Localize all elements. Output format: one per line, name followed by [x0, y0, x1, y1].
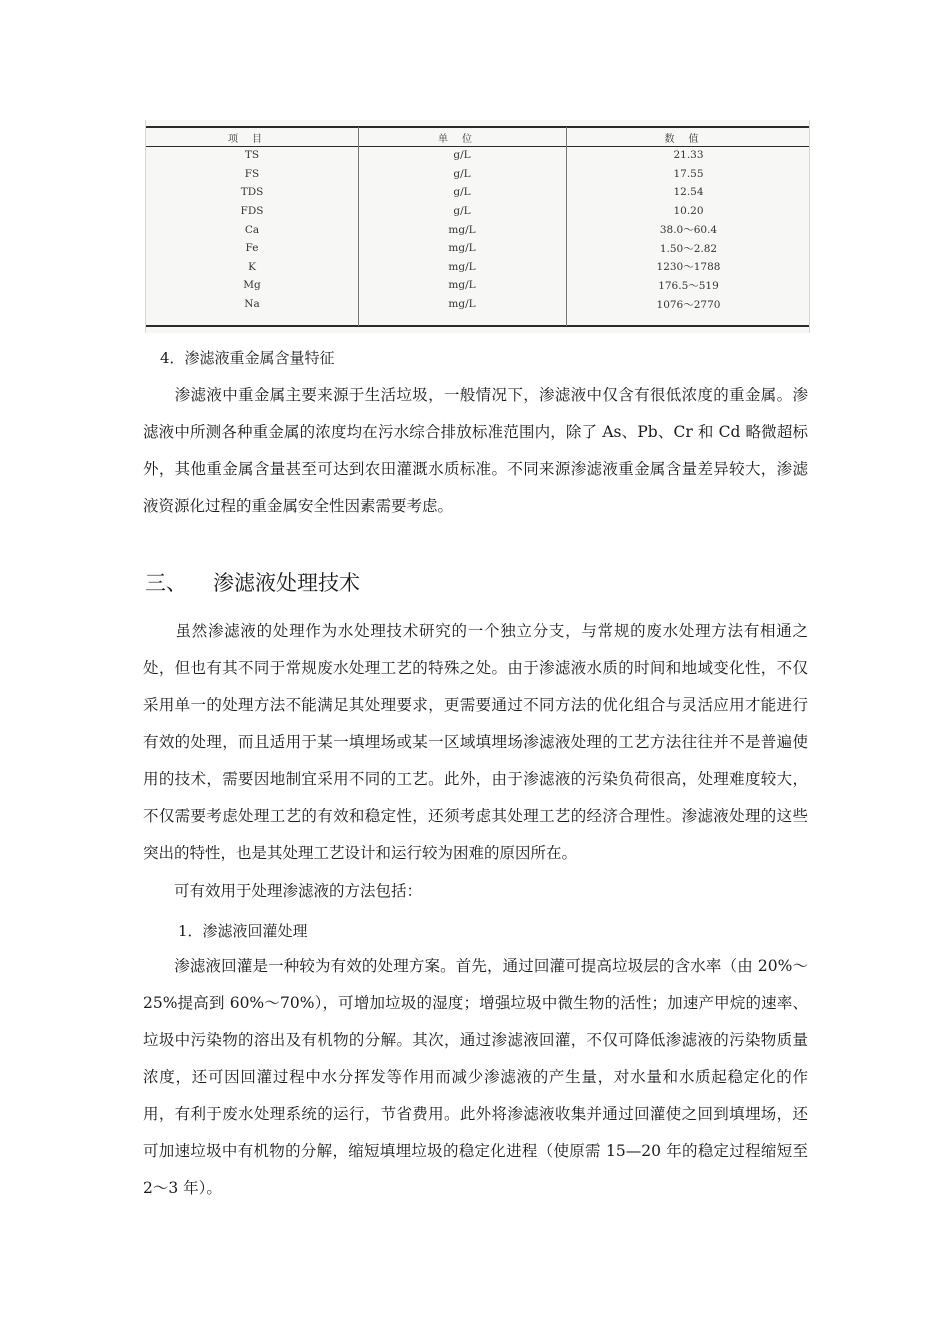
cell-item: Ca — [244, 223, 260, 236]
cell-unit: g/L — [453, 186, 471, 199]
cell-unit: g/L — [453, 149, 471, 162]
cell-unit: g/L — [453, 205, 471, 218]
table-row — [146, 239, 811, 258]
table-row — [146, 183, 811, 202]
cell-unit: mg/L — [448, 279, 476, 292]
cell-item: K — [248, 260, 256, 273]
subsection-4-heading: 4．渗滤液重金属含量特征 — [160, 349, 335, 367]
cell-value: 176.5～519 — [658, 279, 719, 292]
section-3-title: 渗滤液处理技术 — [213, 571, 360, 595]
table-row — [146, 295, 811, 314]
table-row — [146, 165, 811, 184]
cell-item: TS — [244, 149, 260, 162]
cell-item: Mg — [243, 279, 261, 292]
table-row — [146, 220, 811, 239]
paragraph-intro: 虽然渗滤液的处理作为水处理技术研究的一个独立分支，与常规的废水处理方法有相通之处，但也有其不同于常规废水处理工艺的特殊之处。由于渗滤液水质的时间和地域变化性，不仅采用单一的处理方法不能满足其处理要求，更需要通过不同方法的优化组合与灵活应用才能进行有效的处理，而且适用于某一填埋场或某一区域填埋场渗滤液处理的工艺方法往往并不是普遍使用的技术，需要因地制宜采用不同的工艺。此外，由于渗滤液的污染负荷很高，处理难度较大，不仅需要考虑处理工艺的有效和稳定性，还须考虑其处理工艺的经济合理性。渗滤液处理的这些突出的特性，也是其处理工艺设计和运行较为困难的原因所在。 — [143, 622, 808, 862]
cell-value: 10.20 — [673, 205, 704, 218]
cell-value: 1230～1788 — [656, 261, 721, 274]
cell-unit: g/L — [453, 167, 471, 180]
paragraph-recirculation: 渗滤液回灌是一种较为有效的处理方案。首先，通过回灌可提高垃圾层的含水率（由 20%～25%提高到 60%～70%），可增加垃圾的湿度；增强垃圾中微生物的活性；加速产甲烷的速率、垃圾中污染物的溶出及有机物的分解。其次，通过渗滤液回灌，不仅可降低渗滤液的污染物质量浓度，还可因回灌过程中水分挥发等作用而减少渗滤液的产生量，对水量和水质起稳定化的作用，有利于废水处理系统的运行，节省费用。此外将渗滤液收集并通过回灌使之回到填埋场，还可加速垃圾中有机物的分解，缩短填埋垃圾的稳定化进程（使原需 15—20 年的稳定过程缩短至 2～3 年）。 — [143, 957, 808, 1197]
cell-unit: mg/L — [448, 298, 476, 311]
header-item: 项目 — [228, 133, 276, 145]
table-row — [146, 146, 811, 165]
table-grid — [146, 128, 811, 313]
paragraph-heavy-metals: 渗滤液中重金属主要来源于生活垃圾，一般情况下，渗滤液中仅含有很低浓度的重金属。渗滤液中所测各种重金属的浓度均在污水综合排放标准范围内，除了 As、Pb、Cr 和 Cd 略微超标外，其他重金属含量甚至可达到农田灌溉水质标准。不同来源渗滤液重金属含量差异较大，渗滤液资源化过程的重金属安全性因素需要考虑。 — [143, 386, 808, 515]
cell-unit: mg/L — [448, 260, 476, 273]
table-row — [146, 276, 811, 295]
cell-value: 12.54 — [673, 186, 704, 199]
leachate-composition-table — [145, 120, 810, 333]
cell-unit: mg/L — [448, 242, 476, 255]
cell-item: Fe — [245, 242, 259, 255]
section-3-number: 三、 — [145, 571, 187, 595]
cell-unit: mg/L — [448, 223, 476, 236]
table-row — [146, 202, 811, 221]
cell-value: 21.33 — [673, 149, 704, 162]
cell-value: 38.0～60.4 — [659, 224, 718, 237]
cell-item: TDS — [240, 186, 264, 199]
cell-item: Na — [244, 298, 260, 311]
cell-item: FS — [244, 167, 260, 180]
header-unit: 单位 — [438, 133, 486, 145]
section-3-heading — [145, 568, 360, 598]
cell-value: 1.50～2.82 — [659, 242, 718, 255]
header-value: 数值 — [664, 133, 713, 145]
paragraph-methods-intro: 可有效用于处理渗滤液的方法包括： — [143, 882, 423, 900]
cell-value: 1076～2770 — [656, 298, 721, 311]
table-row — [146, 258, 811, 277]
cell-item: FDS — [240, 205, 264, 218]
subsection-1-heading: 1．渗滤液回灌处理 — [178, 922, 308, 940]
table-header-row — [146, 128, 811, 146]
table-bottom-rule — [146, 325, 809, 327]
cell-value: 17.55 — [673, 167, 704, 180]
